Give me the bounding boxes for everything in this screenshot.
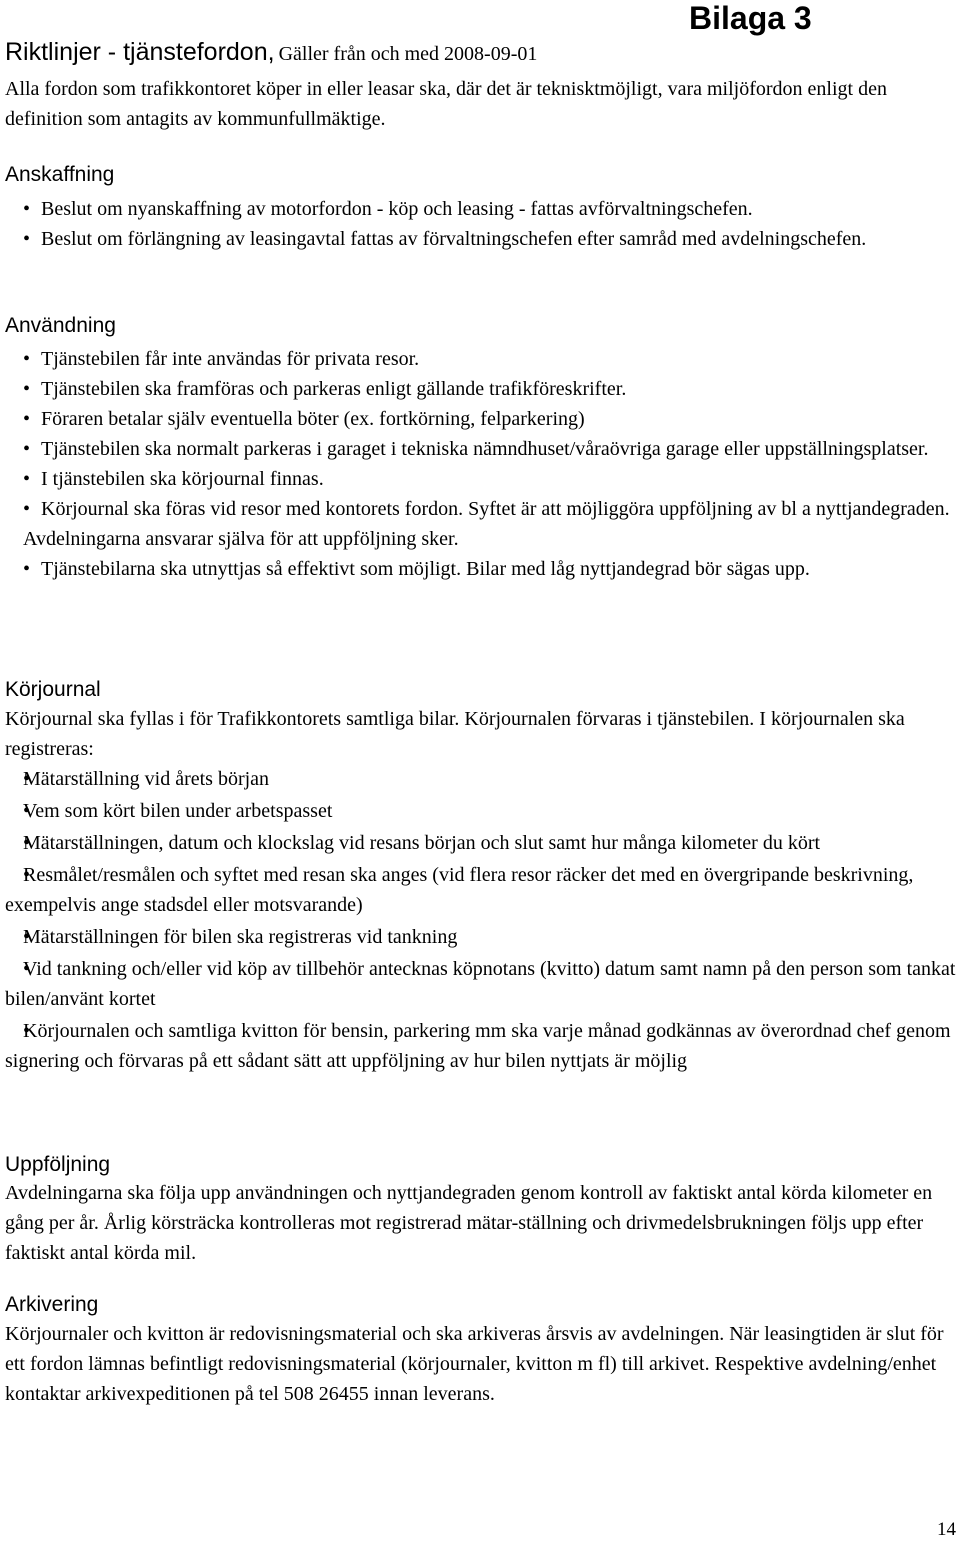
list-item: • Föraren betalar själv eventuella böter (ex. fortkörning, felparkering) — [5, 404, 955, 434]
korjournal-list — [5, 764, 957, 1076]
list-item: • Mätarställning vid årets början — [5, 764, 957, 794]
list-item: • Vid tankning och/eller vid köp av tillbehör antecknas köpnotans (kvitto) datum samt namn på den person som tankat bilen/använt kortet — [5, 954, 957, 1014]
list-item: • Tjänstebilen ska framföras och parkeras enligt gällande trafikföreskrifter. — [5, 374, 955, 404]
list-item: • Beslut om förlängning av leasingavtal fattas av förvaltningschefen efter samråd med avdelningschefen. — [5, 224, 935, 254]
title-line — [5, 38, 537, 67]
list-item: • Vem som kört bilen under arbetspasset — [5, 796, 957, 826]
list-item: • Tjänstebilen får inte användas för privata resor. — [5, 344, 955, 374]
list-item: • Tjänstebilen ska normalt parkeras i garaget i tekniska nämndhuset/våraövriga garage eller uppställningsplatser. — [5, 434, 955, 464]
appendix-label: Bilaga 3 — [689, 0, 812, 36]
list-item: • Mätarställningen, datum och klockslag vid resans början och slut samt hur många kilometer du kört — [5, 828, 957, 858]
valid-from-date: Gäller från och med 2008-09-01 — [278, 43, 538, 65]
list-item: • Körjournal ska föras vid resor med kontorets fordon. Syftet är att möjliggöra uppföljning av bl a nyttjandegraden. Avdelningarna ansvarar själva för att uppföljning sker. — [5, 494, 955, 554]
list-item: • I tjänstebilen ska körjournal finnas. — [5, 464, 955, 494]
list-item: • Beslut om nyanskaffning av motorfordon - köp och leasing - fattas avförvaltningschefen. — [5, 194, 935, 224]
list-item: • Tjänstebilarna ska utnyttjas så effektivt som möjligt. Bilar med låg nyttjandegrad bör sägas upp. — [5, 554, 955, 584]
heading-uppfoljning: Uppföljning — [5, 1153, 111, 1176]
uppfoljning-text: Avdelningarna ska följa upp användningen och nyttjandegraden genom kontroll av faktiskt antal körda kilometer en gång per år. Årlig körsträcka kontrolleras mot registrerad mätar-ställning och drivmedelsbrukningen följs upp efter faktiskt antal körda mil. — [5, 1182, 933, 1264]
anskaffning-list — [5, 194, 935, 254]
intro-paragraph: Alla fordon som trafikkontoret köper in eller leasar ska, där det är teknisktmöjligt, vara miljöfordon enligt den definition som antagits av kommunfullmäktige. — [5, 78, 887, 130]
korjournal-text: Körjournal ska fyllas i för Trafikkontorets samtliga bilar. Körjournalen förvaras i tjänstebilen. I körjournalen ska registreras: — [5, 708, 905, 760]
list-item: • Körjournalen och samtliga kvitton för bensin, parkering mm ska varje månad godkännas av överordnad chef genom signering och förvaras på ett sådant sätt att uppföljning av hur bilen nyttjats är möjlig — [5, 1016, 957, 1076]
heading-anvandning: Användning — [5, 314, 116, 337]
document-title: Riktlinjer - tjänstefordon, — [5, 38, 275, 66]
heading-anskaffning: Anskaffning — [5, 163, 115, 186]
list-item: • Mätarställningen för bilen ska registreras vid tankning — [5, 922, 957, 952]
list-item: • Resmålet/resmålen och syftet med resan ska anges (vid flera resor räcker det med en övergripande beskrivning, exempelvis ange stadsdel eller motsvarande) — [5, 860, 957, 920]
heading-korjournal: Körjournal — [5, 678, 101, 701]
anvandning-list — [5, 344, 955, 584]
heading-arkivering: Arkivering — [5, 1293, 99, 1316]
page-number: 14 — [937, 1519, 956, 1540]
arkivering-text: Körjournaler och kvitton är redovisningsmaterial och ska arkiveras årsvis av avdelningen. När leasingtiden är slut för ett fordon lämnas befintligt redovisningsmaterial (körjournaler, kvitton m fl) till arkivet. Respektive avdelning/enhet kontaktar arkivexpeditionen på tel 508 26455 innan leverans. — [5, 1323, 944, 1405]
